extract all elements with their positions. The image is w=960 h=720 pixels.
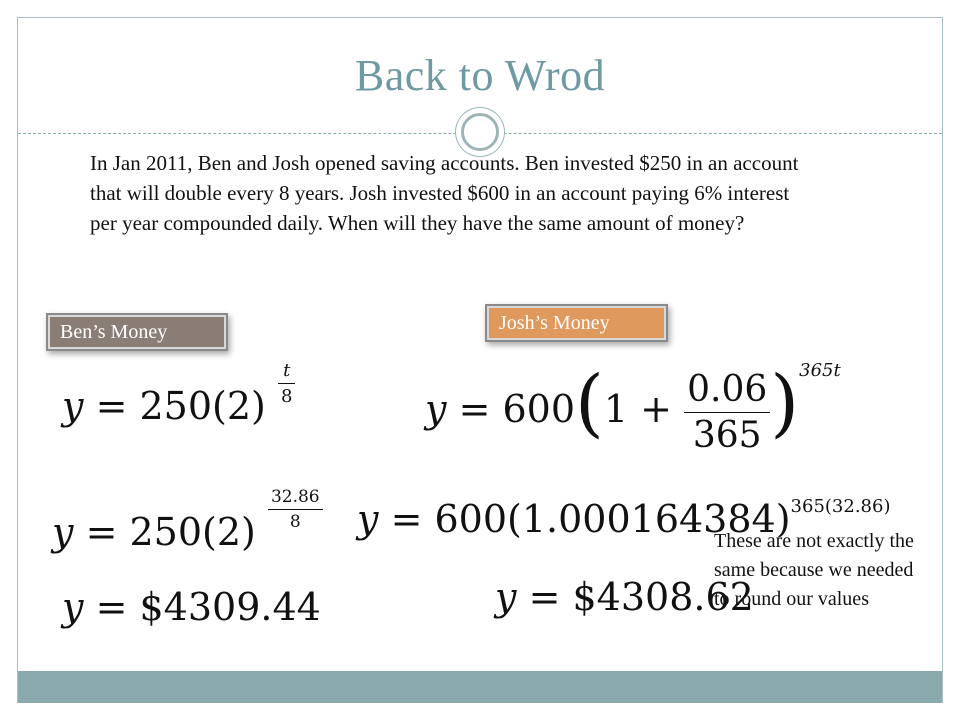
rate-numerator: 0.06 (687, 369, 768, 410)
exp-numerator: 32.86 (270, 487, 320, 507)
equals-sign: = (95, 384, 128, 428)
exp-numerator: t (283, 360, 291, 381)
equals-sign: = (85, 510, 118, 554)
footer-bar (18, 671, 942, 703)
rate-denominator: 365 (692, 415, 762, 456)
josh-coefficient: 600 (502, 387, 576, 431)
fraction-bar (268, 509, 323, 510)
slide-title: Back to Wrod (354, 51, 606, 100)
equals-sign: = (528, 575, 561, 619)
left-paren: ( (507, 497, 522, 541)
variable-y: y (495, 575, 517, 619)
josh-exponent: 365(32.86) (790, 496, 891, 517)
josh-equation-1 (425, 360, 841, 456)
ben-money-label: Ben’s Money (50, 317, 224, 347)
variable-y: y (62, 384, 84, 428)
variable-y: y (62, 585, 84, 629)
rounding-note: These are not exactly the same because we needed to round our values (714, 530, 914, 610)
ben-result-value: $4309.44 (139, 585, 321, 629)
right-paren: ) (775, 497, 791, 541)
exp-denominator: 8 (289, 512, 301, 532)
ben-equation-2 (52, 487, 323, 558)
ben-result (62, 585, 321, 629)
josh-exponent: 365t (799, 360, 841, 381)
equals-sign: = (390, 497, 423, 541)
fraction-bar (684, 412, 770, 413)
variable-y: y (425, 387, 447, 431)
variable-y: y (357, 497, 379, 541)
right-paren: ) (770, 360, 800, 446)
equals-sign: = (95, 585, 128, 629)
ben-base: 250(2) (129, 510, 256, 554)
ben-base: 250(2) (139, 384, 266, 428)
one-plus: 1 + (603, 387, 673, 431)
left-paren: ( (575, 360, 604, 446)
josh-result-value: $4308.62 (572, 575, 754, 619)
josh-money-label: Josh’s Money (489, 308, 664, 338)
ben-exponent-fraction (278, 360, 295, 407)
ben-equation-1 (62, 360, 295, 433)
fraction-bar (278, 383, 295, 384)
josh-coefficient: 600 (434, 497, 508, 541)
ben-exponent-fraction (268, 487, 323, 532)
exp-denominator: 8 (280, 386, 293, 407)
variable-y: y (52, 510, 74, 554)
problem-text: In Jan 2011, Ben and Josh opened saving accounts. Ben invested $250 in an account that will double every 8 years. Josh invested $600 in an account paying 6% interest per year compounded daily. When will they have the same amount of money? (90, 151, 799, 235)
equals-sign: = (458, 387, 491, 431)
rate-fraction (684, 369, 770, 456)
josh-inner-value: 1.000164384 (521, 497, 776, 541)
